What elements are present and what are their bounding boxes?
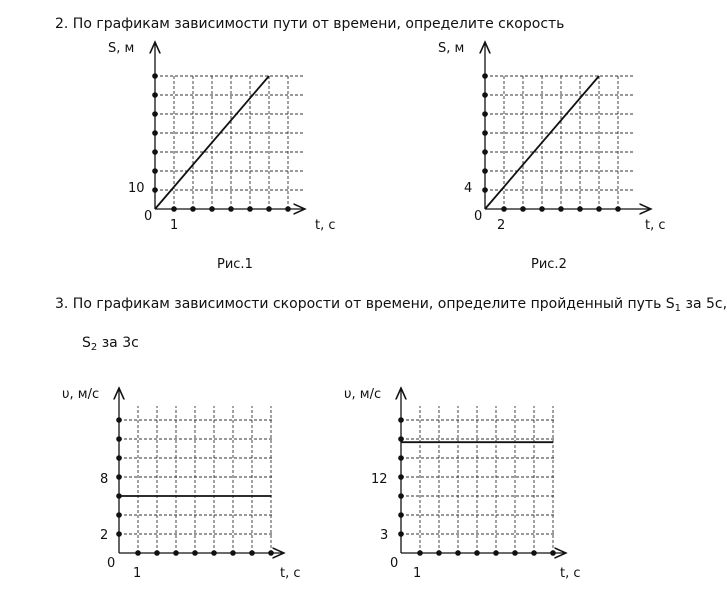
fig3-y-tick-dot <box>116 512 122 518</box>
fig3-x-tick-label: 1 <box>133 566 142 581</box>
fig2-y-tick-dot <box>482 130 488 136</box>
fig3-graph <box>62 387 301 581</box>
fig1-y-tick-dot <box>152 149 158 155</box>
fig2-data-line <box>485 76 599 209</box>
fig4-graph <box>344 387 581 581</box>
fig4-x-axis-label: t, с <box>560 566 581 581</box>
fig4-y-tick-dot <box>398 531 404 537</box>
fig2-x-tick-dot <box>520 206 526 212</box>
fig4-y-axis-label: υ, м/с <box>344 387 382 402</box>
fig1-x-tick-dot <box>171 206 177 212</box>
fig1-caption: Рис.1 <box>217 257 253 272</box>
fig4-x-tick-dot <box>417 550 423 556</box>
fig4-x-tick-dot <box>512 550 518 556</box>
fig3-x-tick-dot <box>135 550 141 556</box>
fig1-x-axis-label: t, с <box>315 218 336 233</box>
s1-subscript: 1 <box>674 303 682 314</box>
fig3-y-tick-dot <box>116 531 122 537</box>
fig1-grid <box>155 75 305 209</box>
s2-duration: за 3с <box>97 335 139 351</box>
fig2-y-tick-dot <box>482 92 488 98</box>
fig1-x-tick-dot <box>266 206 272 212</box>
fig4-origin-label: 0 <box>390 556 399 571</box>
fig1-x-tick-dot <box>285 206 291 212</box>
fig1-data-line <box>155 76 269 209</box>
fig1-x-tick-dot <box>209 206 215 212</box>
fig2-y-tick-dot <box>482 73 488 79</box>
fig4-y-tick-dot <box>398 436 404 442</box>
fig2-x-tick-label: 2 <box>497 218 506 233</box>
fig2-y-tick-dot <box>482 187 488 193</box>
fig1-graph <box>108 41 336 272</box>
fig1-y-tick-dot <box>152 73 158 79</box>
fig2-x-tick-dot <box>539 206 545 212</box>
fig2-x-tick-dot <box>558 206 564 212</box>
fig3-x-tick-dot <box>211 550 217 556</box>
fig4-x-tick-dot <box>436 550 442 556</box>
fig4-x-tick-dot <box>474 550 480 556</box>
fig2-x-tick-dot <box>615 206 621 212</box>
fig2-y-axis-label: S, м <box>438 41 465 56</box>
fig2-grid <box>485 75 635 209</box>
fig1-y-tick-dot <box>152 111 158 117</box>
task3-heading-text: 3. По графикам зависимости скорости от времени, определите пройденный путь S <box>55 296 675 312</box>
fig1-x-tick-label: 1 <box>170 218 179 233</box>
s2-subscript: 2 <box>90 342 98 353</box>
fig1-x-tick-dot <box>247 206 253 212</box>
fig4-y-tick-dot <box>398 474 404 480</box>
fig1-y-tick-dot <box>152 168 158 174</box>
fig2-x-tick-dot <box>501 206 507 212</box>
fig2-origin-label: 0 <box>474 209 483 224</box>
fig1-y-tick-dot <box>152 92 158 98</box>
fig3-x-tick-dot <box>249 550 255 556</box>
fig2-y-tick-dot <box>482 168 488 174</box>
fig2-x-tick-dot <box>577 206 583 212</box>
fig2-x-tick-dot <box>596 206 602 212</box>
fig3-x-tick-dot <box>173 550 179 556</box>
fig3-x-tick-dot <box>268 550 274 556</box>
task2-heading: 2. По графикам зависимости пути от времени, определите скорость <box>55 16 565 32</box>
fig3-grid <box>119 406 272 553</box>
fig4-x-tick-dot <box>455 550 461 556</box>
fig3-y-tick-upper: 8 <box>100 472 109 487</box>
s2-symbol: S <box>82 335 91 351</box>
fig2-tick-dots <box>482 73 621 212</box>
fig3-y-tick-dot <box>116 436 122 442</box>
fig2-y-tick-dot <box>482 149 488 155</box>
fig4-x-tick-dot <box>531 550 537 556</box>
fig2-caption: Рис.2 <box>531 257 567 272</box>
fig4-y-tick-lower: 3 <box>380 528 389 543</box>
fig3-x-axis-label: t, с <box>280 566 301 581</box>
fig2-graph <box>438 41 666 272</box>
fig1-origin-label: 0 <box>144 209 153 224</box>
fig2-x-axis-label: t, с <box>645 218 666 233</box>
fig4-x-tick-dot <box>493 550 499 556</box>
fig4-x-tick-dot <box>550 550 556 556</box>
s1-duration: за 5с, <box>681 296 727 312</box>
fig1-y-tick-label: 10 <box>128 181 145 196</box>
fig2-y-tick-label: 4 <box>464 181 473 196</box>
fig1-y-tick-dot <box>152 187 158 193</box>
fig2-y-tick-dot <box>482 111 488 117</box>
fig3-y-axis-label: υ, м/с <box>62 387 100 402</box>
fig3-x-tick-dot <box>192 550 198 556</box>
fig3-y-tick-dot <box>116 474 122 480</box>
fig3-y-tick-dot <box>116 417 122 423</box>
fig4-y-tick-upper: 12 <box>371 472 388 487</box>
fig1-x-tick-dot <box>190 206 196 212</box>
fig3-y-tick-dot <box>116 455 122 461</box>
fig1-y-axis-label: S, м <box>108 41 135 56</box>
fig1-tick-dots <box>152 73 291 212</box>
fig3-x-tick-dot <box>230 550 236 556</box>
fig4-y-tick-dot <box>398 512 404 518</box>
fig3-x-tick-dot <box>154 550 160 556</box>
fig4-grid <box>401 406 554 553</box>
fig4-y-tick-dot <box>398 493 404 499</box>
fig3-origin-label: 0 <box>107 556 116 571</box>
fig3-y-tick-lower: 2 <box>100 528 109 543</box>
fig1-x-tick-dot <box>228 206 234 212</box>
fig4-y-tick-dot <box>398 455 404 461</box>
fig4-x-tick-label: 1 <box>413 566 422 581</box>
fig4-y-tick-dot <box>398 417 404 423</box>
fig1-y-tick-dot <box>152 130 158 136</box>
